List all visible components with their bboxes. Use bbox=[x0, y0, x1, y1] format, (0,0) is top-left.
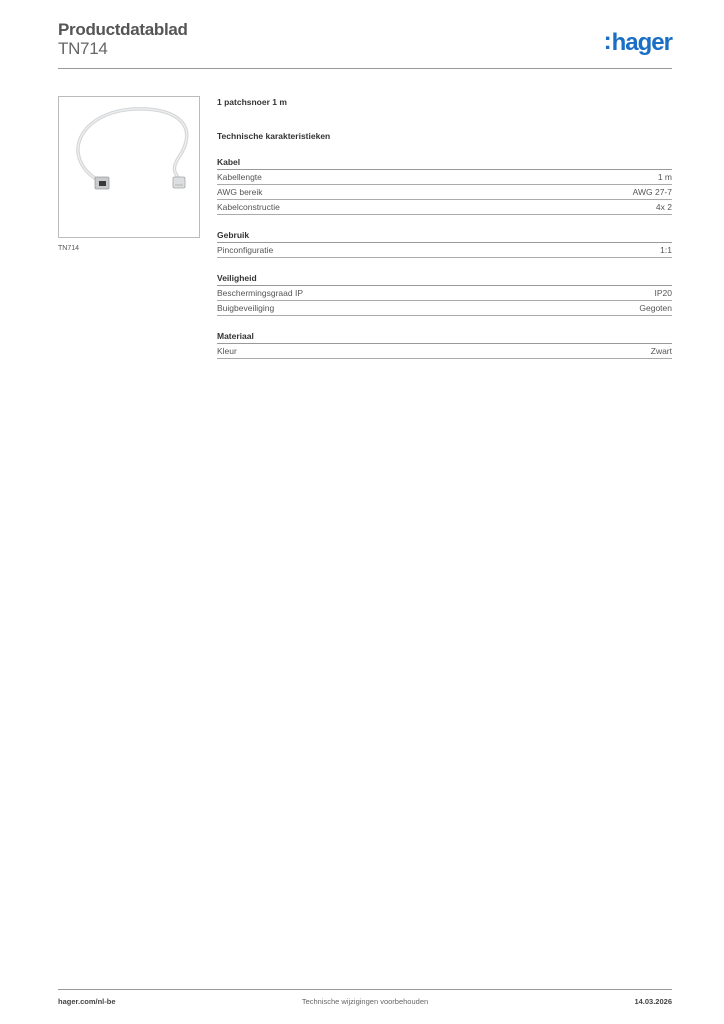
page-footer bbox=[58, 997, 672, 1011]
spec-label: Beschermingsgraad IP bbox=[217, 288, 303, 298]
spec-row bbox=[217, 170, 672, 185]
spec-value: AWG 27-7 bbox=[632, 187, 672, 197]
group-title: Gebruik bbox=[217, 229, 672, 243]
group-title: Materiaal bbox=[217, 330, 672, 344]
spec-value: Zwart bbox=[650, 346, 672, 356]
product-name: 1 patchsnoer 1 m bbox=[217, 97, 287, 107]
spec-value: 1:1 bbox=[660, 245, 672, 255]
footer-website-link[interactable]: hager.com/nl-be bbox=[58, 997, 116, 1006]
footer-disclaimer: Technische wijzigingen voorbehouden bbox=[301, 997, 429, 1006]
spec-row bbox=[217, 344, 672, 359]
spec-row bbox=[217, 286, 672, 301]
header-divider bbox=[58, 68, 672, 69]
spec-group-veiligheid bbox=[217, 272, 672, 316]
product-code: TN714 bbox=[58, 39, 108, 58]
spec-label: Pinconfiguratie bbox=[217, 245, 274, 255]
spec-value: 4x 2 bbox=[655, 202, 672, 212]
spec-value: Gegoten bbox=[639, 303, 672, 313]
spec-label: Kabellengte bbox=[217, 172, 262, 182]
image-caption: TN714 bbox=[58, 245, 80, 252]
spec-label: AWG bereik bbox=[217, 187, 263, 197]
patch-cable-image bbox=[59, 97, 199, 237]
spec-value: IP20 bbox=[654, 288, 672, 298]
section-heading: Technische karakteristieken bbox=[217, 131, 331, 141]
page-header bbox=[58, 20, 672, 68]
spec-group-gebruik bbox=[217, 229, 672, 258]
spec-group-materiaal bbox=[217, 330, 672, 359]
spec-row bbox=[217, 200, 672, 215]
spec-label: Kleur bbox=[217, 346, 237, 356]
spec-label: Buigbeveiliging bbox=[217, 303, 275, 313]
logo-text: hager bbox=[611, 29, 672, 56]
hager-logo: :hager bbox=[603, 28, 672, 56]
document-title: Productdatablad bbox=[58, 20, 188, 39]
spec-group-kabel bbox=[217, 156, 672, 215]
product-image bbox=[58, 96, 200, 238]
spec-row bbox=[217, 185, 672, 200]
footer-divider bbox=[58, 989, 672, 990]
group-title: Kabel bbox=[217, 156, 672, 170]
group-title: Veiligheid bbox=[217, 272, 672, 286]
spec-value: 1 m bbox=[657, 172, 672, 182]
spec-row bbox=[217, 243, 672, 258]
spec-label: Kabelconstructie bbox=[217, 202, 280, 212]
spec-row bbox=[217, 301, 672, 316]
footer-date: 14.03.2026 bbox=[634, 997, 672, 1006]
spec-content bbox=[217, 96, 672, 359]
